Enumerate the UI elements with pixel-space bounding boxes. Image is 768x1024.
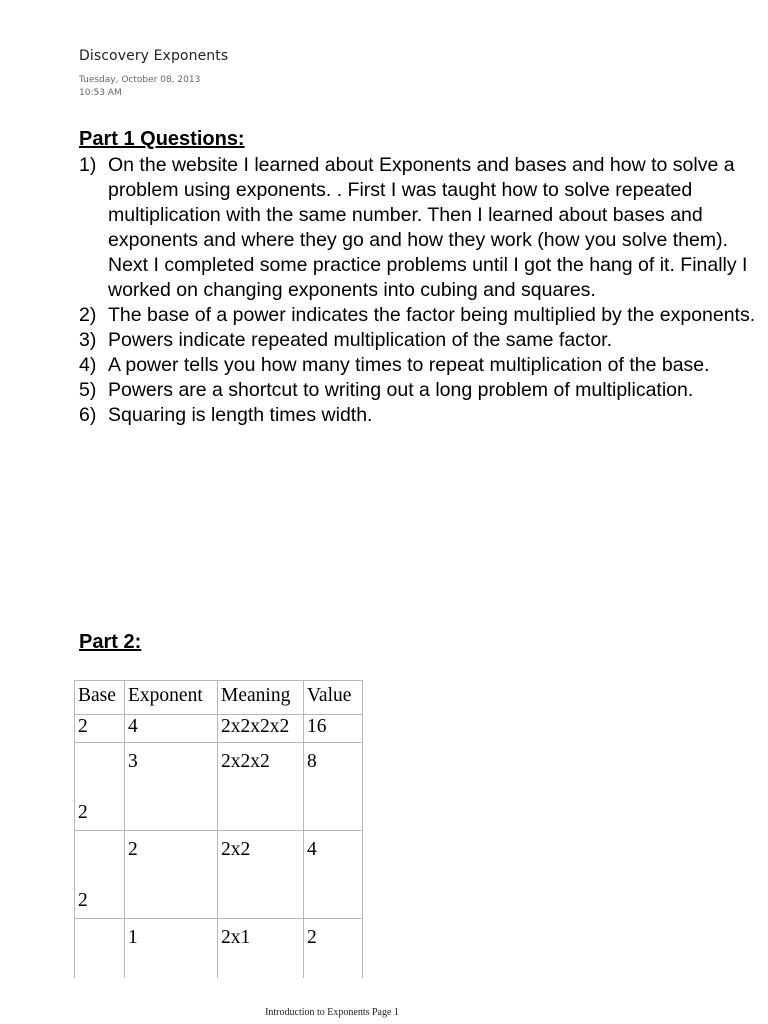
- exponents-table: [74, 680, 363, 978]
- list-item-text: The base of a power indicates the factor being multiplied by the exponents.: [108, 304, 756, 326]
- list-item-text: On the website I learned about Exponents and bases and how to solve a problem using exponents. . First I was taught how to solve repeated multiplication with the same number. Then I learned about bases and exponents and where they go and how they work (how you solve them). Next I completed some practice problems until I got the hang of it. Finally I worked on changing exponents into cubing and squares.: [108, 154, 748, 301]
- table-header-cell: Meaning: [218, 681, 304, 715]
- part1-heading: Part 1 Questions:: [79, 128, 245, 150]
- table-cell: 2: [75, 715, 125, 743]
- list-item-text: Powers indicate repeated multiplication of the same factor.: [108, 329, 613, 351]
- list-item-text: Squaring is length times width.: [108, 404, 373, 426]
- table-cell: 2: [75, 831, 125, 919]
- list-item: [79, 403, 764, 428]
- table-row: [75, 743, 363, 831]
- table-header-cell: Exponent: [125, 681, 218, 715]
- table-cell: 2x2x2: [218, 743, 304, 831]
- table-cell: 2x2: [218, 831, 304, 919]
- list-item-text: A power tells you how many times to repeat multiplication of the base.: [108, 354, 710, 376]
- list-item-number: 5): [79, 379, 97, 401]
- table-row: [75, 831, 363, 919]
- table-row: [75, 715, 363, 743]
- list-item-number: 3): [79, 329, 97, 351]
- table-cell: 2: [304, 919, 363, 979]
- questions-list: [79, 153, 764, 428]
- table-cell: 8: [304, 743, 363, 831]
- table-cell: 2x2x2x2: [218, 715, 304, 743]
- table-cell: 2: [125, 831, 218, 919]
- list-item: [79, 303, 764, 328]
- list-item-text: Powers are a shortcut to writing out a long problem of multiplication.: [108, 379, 694, 401]
- list-item: [79, 353, 764, 378]
- list-item: [79, 153, 764, 303]
- page-title: Discovery Exponents: [79, 48, 229, 64]
- list-item: [79, 328, 764, 353]
- page-timestamp: [79, 74, 200, 100]
- table-header-cell: Base: [75, 681, 125, 715]
- list-item-number: 2): [79, 304, 97, 326]
- table-row: [75, 919, 363, 979]
- table-cell: 2: [75, 743, 125, 831]
- table-cell: 1: [125, 919, 218, 979]
- table-cell: 2x1: [218, 919, 304, 979]
- page-time: 10:53 AM: [79, 88, 122, 98]
- table-cell: [75, 919, 125, 979]
- page-footer: Introduction to Exponents Page 1: [265, 1007, 399, 1018]
- page-date: Tuesday, October 08, 2013: [79, 75, 201, 85]
- list-item-number: 4): [79, 354, 97, 376]
- table-cell: 4: [304, 831, 363, 919]
- part2-heading: Part 2:: [79, 631, 142, 653]
- table-cell: 3: [125, 743, 218, 831]
- table-header-row: [75, 681, 363, 715]
- table-cell: 4: [125, 715, 218, 743]
- list-item-number: 1): [79, 154, 97, 176]
- table-cell: 16: [304, 715, 363, 743]
- list-item: [79, 378, 764, 403]
- list-item-number: 6): [79, 404, 97, 426]
- table-header-cell: Value: [304, 681, 363, 715]
